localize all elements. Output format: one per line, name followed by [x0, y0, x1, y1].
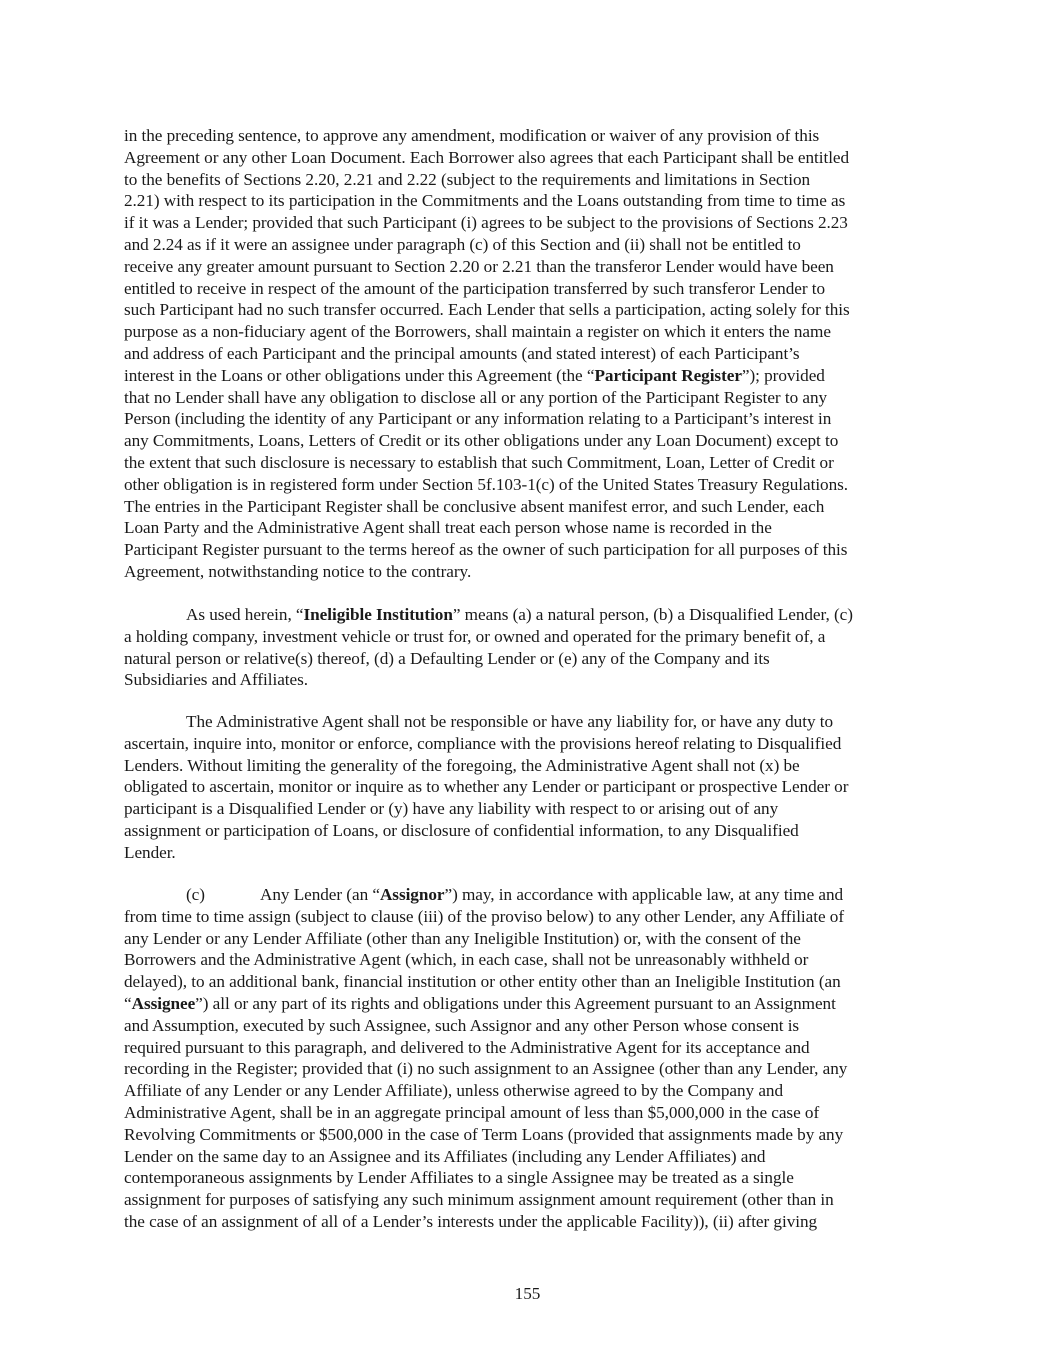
text-line — [124, 365, 944, 387]
text-line: the extent that such disclosure is necessary to establish that such Commitment, Loan, Letter of Credit or — [124, 452, 834, 472]
defined-term-assignor: Assignor — [379, 885, 445, 904]
text-line: Agreement, notwithstanding notice to the contrary. — [124, 561, 472, 581]
text-line: participant is a Disqualified Lender or (y) have any liability with respect to or arising out of any — [124, 799, 779, 819]
defined-term-ineligible-institution: Ineligible Institution — [303, 605, 453, 624]
text-line: and address of each Participant and the principal amounts (and stated interest) of each Participant’s — [124, 343, 800, 363]
text-line: assignment or participation of Loans, or disclosure of confidential information, to any Disqualified — [124, 820, 799, 840]
text-line: recording in the Register; provided that (i) no such assignment to an Assignee (other than any Lender, any — [124, 1059, 848, 1079]
text-line: obligated to ascertain, monitor or inquire as to whether any Lender or participant or prospective Lender or — [124, 777, 849, 797]
text-run: Any Lender (an “ — [260, 885, 380, 904]
text-line: purpose as a non-fiduciary agent of the Borrowers, shall maintain a register on which it enters the name — [124, 322, 831, 342]
text-line: Person (including the identity of any Participant or any information relating to a Participant’s interest in — [124, 409, 832, 429]
text-run: ”) may, in accordance with applicable law, at any time and — [444, 885, 844, 904]
text-line: Subsidiaries and Affiliates. — [124, 670, 308, 690]
text-line: any Commitments, Loans, Letters of Credit or its other obligations under any Loan Document) except to — [124, 431, 839, 451]
text-line: Lenders. Without limiting the generality of the foregoing, the Administrative Agent shall not (x) be — [124, 755, 800, 775]
text-run: “ — [124, 993, 132, 1013]
text-line: the case of an assignment of all of a Lender’s interests under the applicable Facility)), (ii) after giving — [124, 1211, 818, 1231]
text-line: and 2.24 as if it were an assignee under paragraph (c) of this Section and (ii) shall not be entitled to — [124, 234, 801, 254]
paragraph-participant-register — [124, 125, 944, 583]
text-line: The Administrative Agent shall not be responsible or have any liability for, or have any duty to — [186, 712, 834, 731]
text-line: entitled to receive in respect of the amount of the participation transferred by such transferor Lender to — [124, 278, 826, 298]
section-label: (c) — [186, 885, 205, 904]
text-line: Loan Party and the Administrative Agent shall treat each person whose name is recorded in the — [124, 518, 772, 538]
text-line: receive any greater amount pursuant to Section 2.20 or 2.21 than the transferor Lender would have been — [124, 256, 834, 276]
text-line: in the preceding sentence, to approve any amendment, modification or waiver of any provision of this — [124, 126, 820, 145]
text-line: any Lender or any Lender Affiliate (other than any Ineligible Institution) or, with the consent of the — [124, 928, 801, 948]
text-line: contemporaneous assignments by Lender Affiliates to a single Assignee may be treated as a single — [124, 1168, 794, 1188]
paragraph-administrative-agent — [124, 711, 944, 864]
text-line: delayed), to an additional bank, financial institution or other entity other than an Ineligible Institution (an — [124, 972, 841, 992]
text-line — [124, 884, 944, 906]
text-line: and Assumption, executed by such Assignee, such Assignor and any other Person whose consent is — [124, 1015, 800, 1035]
text-line: assignment for purposes of satisfying any such minimum assignment amount requirement (other than in — [124, 1190, 834, 1210]
text-line: Revolving Commitments or $500,000 in the case of Term Loans (provided that assignments made by any — [124, 1124, 844, 1144]
text-line: Lender. — [124, 842, 176, 862]
text-run: ”); provided — [741, 365, 825, 385]
text-line: that no Lender shall have any obligation to disclose all or any portion of the Participant Register to any — [124, 387, 828, 407]
text-line: Borrowers and the Administrative Agent (which, in each case, shall not be unreasonably withheld or — [124, 950, 809, 970]
text-run: ”) all or any part of its rights and obligations under this Agreement pursuant to an Assignment — [195, 993, 836, 1013]
text-line — [124, 604, 944, 626]
text-line: required pursuant to this paragraph, and delivered to the Administrative Agent for its acceptance and — [124, 1037, 810, 1057]
text-line: Affiliate of any Lender or any Lender Affiliate), unless otherwise agreed to by the Company and — [124, 1081, 783, 1101]
text-line: Agreement or any other Loan Document. Each Borrower also agrees that each Participant shall be entitled — [124, 147, 850, 167]
text-line: to the benefits of Sections 2.20, 2.21 and 2.22 (subject to the requirements and limitations in Section — [124, 169, 811, 189]
text-line: The entries in the Participant Register shall be conclusive absent manifest error, and such Lender, each — [124, 496, 825, 516]
paragraph-section-c — [124, 884, 944, 1233]
text-run: interest in the Loans or other obligations under this Agreement (the “ — [124, 365, 595, 385]
defined-term-participant-register: Participant Register — [594, 365, 742, 385]
text-line: Administrative Agent, shall be in an aggregate principal amount of less than $5,000,000 in the case of — [124, 1102, 820, 1122]
text-run: ” means (a) a natural person, (b) a Disqualified Lender, (c) — [452, 605, 853, 624]
defined-term-assignee: Assignee — [131, 993, 196, 1013]
text-line: if it was a Lender; provided that such Participant (i) agrees to be subject to the provisions of Sections 2.23 — [124, 213, 848, 233]
text-run: As used herein, “ — [186, 605, 304, 624]
text-line: a holding company, investment vehicle or trust for, or owned and operated for the primary benefit of, a — [124, 626, 826, 646]
text-line — [124, 993, 944, 1015]
paragraph-ineligible-institution — [124, 604, 944, 691]
text-line: 2.21) with respect to its participation in the Commitments and the Loans outstanding from time to time as — [124, 191, 846, 211]
text-line: from time to time assign (subject to clause (iii) of the proviso below) to any other Lender, any Affiliate of — [124, 906, 845, 926]
text-line: other obligation is in registered form under Section 5f.103-1(c) of the United States Treasury Regulations. — [124, 474, 849, 494]
text-line: Lender on the same day to an Assignee and its Affiliates (including any Lender Affiliates) and — [124, 1146, 766, 1166]
text-line: ascertain, inquire into, monitor or enforce, compliance with the provisions hereof relating to Disqualified — [124, 733, 842, 753]
text-line: natural person or relative(s) thereof, (d) a Defaulting Lender or (e) any of the Company and its — [124, 648, 770, 668]
page-number: 155 — [514, 1284, 541, 1303]
text-line: such Participant had no such transfer occurred. Each Lender that sells a participation, acting solely for this — [124, 300, 850, 320]
text-line: Participant Register pursuant to the terms hereof as the owner of such participation for all purposes of this — [124, 540, 848, 560]
